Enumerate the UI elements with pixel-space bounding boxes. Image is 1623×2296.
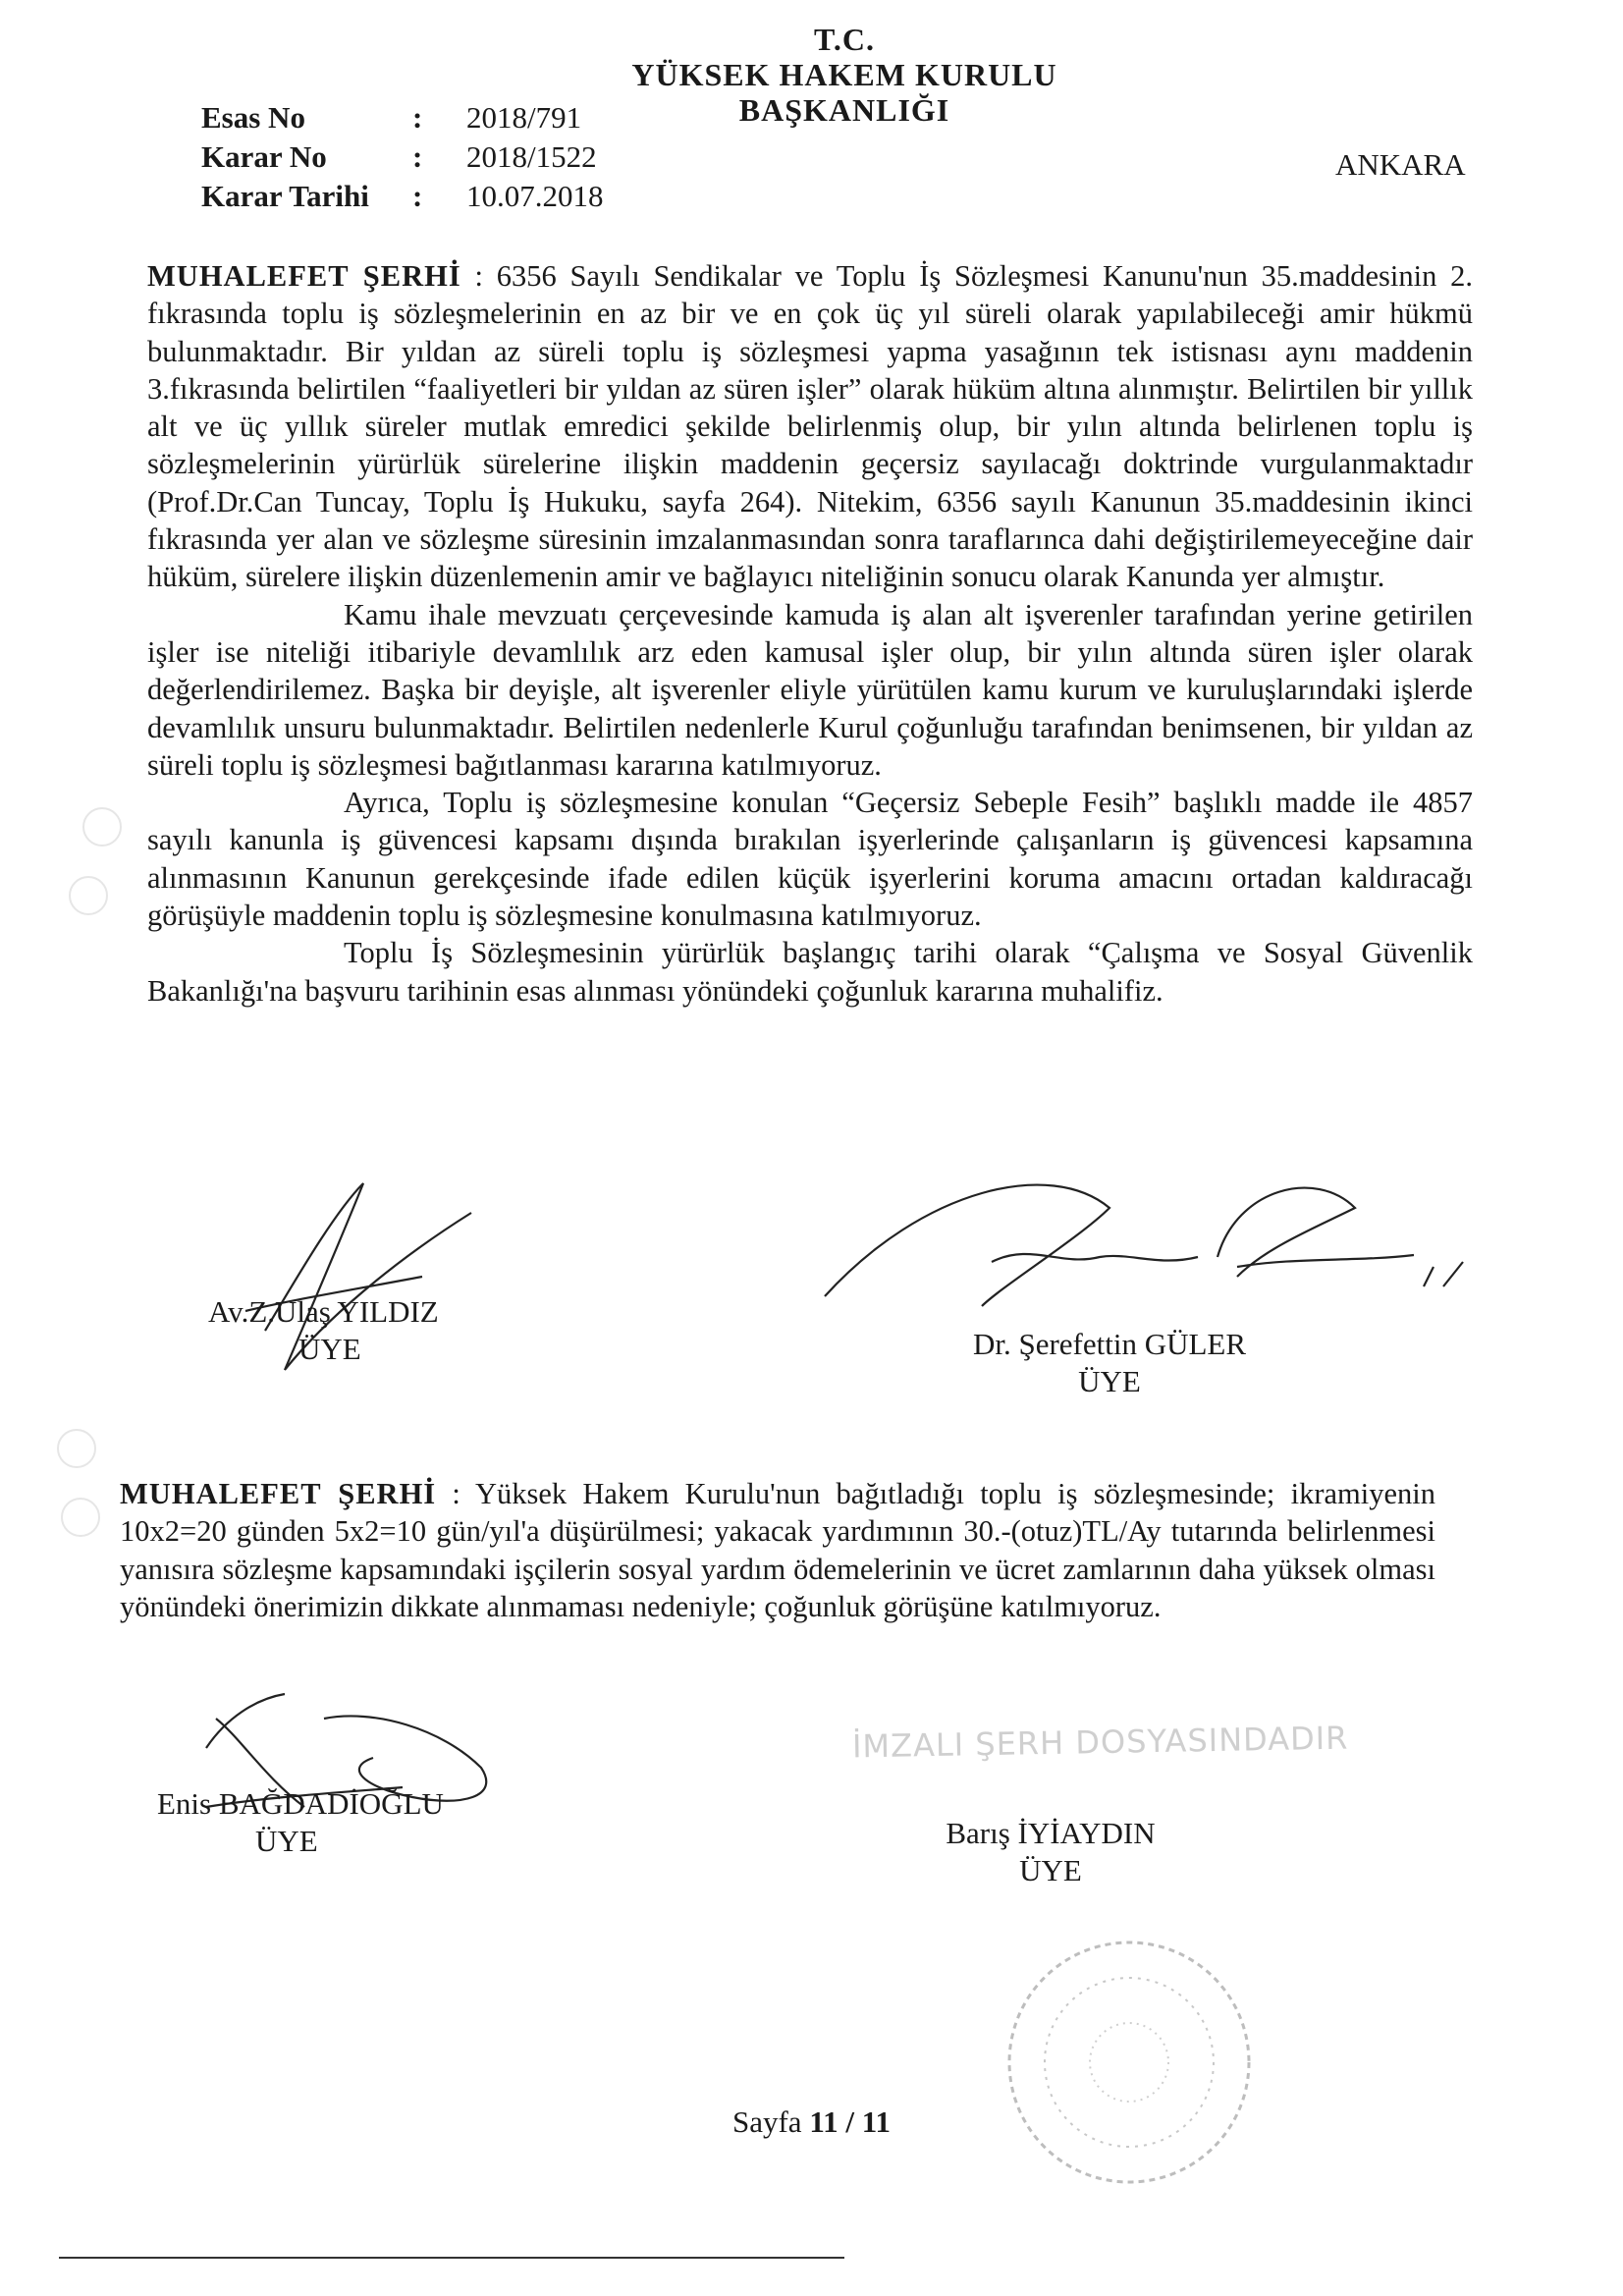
page-total: 11 bbox=[861, 2105, 892, 2139]
bottom-rule bbox=[59, 2257, 844, 2259]
tarih-label: Karar Tarihi bbox=[201, 179, 369, 213]
dissent-1-para-3: Ayrıca, Toplu iş sözleşmesine konulan “Geçersiz Sebeple Fesih” başlıklı madde ile 4857 sayılı kanunla iş güvencesi kapsamı dışında bırakılan işyerlerinde çalışanların iş güvencesi kapsamına alınmasının Kanunun gerekçesinde ifade edilen küçük işyerlerini koruma amacını ortadan kaldıracağı görüşüyle maddenin toplu iş sözleşmesine konulmasına katılmıyoruz. bbox=[147, 786, 1473, 933]
karar-label: Karar No bbox=[201, 139, 327, 174]
punch-hole-icon bbox=[61, 1498, 100, 1537]
esas-value: 2018/791 bbox=[466, 100, 582, 135]
signature-on-file-stamp: İMZALI ŞERH DOSYASINDADIR bbox=[851, 1719, 1349, 1766]
signatory-2-right-role: ÜYE bbox=[1019, 1853, 1082, 1887]
signatory-1-left-name: Av.Z.Ulaş YILDIZ bbox=[208, 1294, 439, 1329]
punch-hole-icon bbox=[69, 876, 108, 915]
dissent-2-sep: : bbox=[436, 1477, 475, 1510]
city: ANKARA bbox=[1335, 147, 1466, 182]
dissent-1-heading: MUHALEFET ŞERHİ bbox=[147, 259, 461, 293]
dissent-1-text-1: 6356 Sayılı Sendikalar ve Toplu İş Sözleşmesi Kanunu'nun 35.maddesinin 2. fıkrasında toplu iş sözleşmelerinin en az bir ve en çok üç yıl süreli olarak yapılabileceği amir hükmü bulunmaktadır. Bir yıldan az süreli toplu iş sözleşmesi yapma yasağının tek istisnası aynı maddenin 3.fıkrasında belirtilen “faaliyetleri bir yıldan az süren işler” olarak hüküm altına alınmıştır. Belirtilen bir yıllık alt ve üç yıllık süreler mutlak emredici şekilde belirlenmiş olup, bir yılın altında belirlenen toplu iş sözleşmelerinin yürürlük sürelerine ilişkin maddenin geçersiz sayılacağı doktrinde vurgulanmaktadır (Prof.Dr.Can Tuncay, Toplu İş Hukuku, sayfa 264). Nitekim, 6356 sayılı Kanunun 35.maddesinin ikinci fıkrasında yer alan ve sözleşme süresinin imzalanmasından sonra taraflarınca dahi değiştirilemeyeceğine dair hüküm, sürelere ilişkin düzenlemenin amir ve bağlayıcı niteliğinin sonucu olarak Kanunda yer almıştır. bbox=[147, 259, 1473, 594]
karar-value: 2018/1522 bbox=[466, 139, 597, 174]
page-current: 11 bbox=[809, 2105, 839, 2139]
signatory-1-left bbox=[208, 1293, 439, 1368]
signatory-1-right bbox=[943, 1326, 1276, 1400]
page-number bbox=[0, 2105, 1623, 2140]
signatory-2-right bbox=[903, 1815, 1198, 1889]
signatory-1-right-name: Dr. Şerefettin GÜLER bbox=[972, 1327, 1247, 1361]
header-org-line1: YÜKSEK HAKEM KURULU bbox=[631, 57, 1057, 92]
dissent-1-para-2: Kamu ihale mevzuatı çerçevesinde kamuda iş alan alt işverenler tarafından yerine getirilen işler ise niteliği itibariyle devamlılık arz eden kamusal işler olup, bir yılın altında süren işler olarak değerlendirilemez. Başka bir deyişle, alt işverenler eliyle yürütülen kamu kurum ve kuruluşlarındaki işlerde devamlılık unsuru bulunmaktadır. Belirtilen nedenlerle Kurul çoğunluğu tarafından benimsenen, bir yıldan az süreli toplu iş sözleşmesi bağıtlanması kararına katılmıyoruz. bbox=[147, 597, 1473, 782]
esas-row bbox=[201, 98, 604, 137]
signatory-2-left-name: Enis BAĞDADİOĞLU bbox=[157, 1786, 444, 1821]
dissent-2-heading: MUHALEFET ŞERHİ bbox=[120, 1477, 437, 1510]
dissent-1-para-4: Toplu İş Sözleşmesinin yürürlük başlangıç tarihi olarak “Çalışma ve Sosyal Güvenlik Bakanlığı'na başvuru tarihinin esas alınması yönündeki çoğunluk kararına muhalifiz. bbox=[147, 936, 1473, 1008]
official-seal-icon bbox=[992, 1925, 1267, 2200]
signature-guler bbox=[805, 1149, 1492, 1345]
punch-hole-icon bbox=[57, 1429, 96, 1468]
esas-label: Esas No bbox=[201, 100, 305, 135]
punch-hole-icon bbox=[82, 807, 122, 847]
tarih-colon: : bbox=[412, 179, 423, 213]
header-org-line2: BAŞKANLIĞI bbox=[738, 92, 950, 128]
signatory-1-right-role: ÜYE bbox=[1078, 1364, 1141, 1398]
signatory-2-right-name: Barış İYİAYDIN bbox=[946, 1816, 1156, 1850]
signatory-1-left-role: ÜYE bbox=[298, 1332, 361, 1366]
page-label: Sayfa bbox=[731, 2105, 802, 2139]
dissent-2-text-1: Yüksek Hakem Kurulu'nun bağıtladığı toplu iş sözleşmesinde; ikramiyenin 10x2=20 günden 5x2=10 gün/yıl'a düşürülmesi; yakacak yardımının 30.-(otuz)TL/Ay tutarında belirlenmesi yanısıra sözleşme kapsamındaki işçilerin sosyal yardım ödemelerinin ve ücret zamlarının daha yüksek olması yönündeki önerimizin dikkate alınmaması nedeniyle; çoğunluk görüşüne katılmıyoruz. bbox=[120, 1477, 1435, 1623]
header-tc: T.C. bbox=[813, 22, 876, 57]
karar-colon: : bbox=[412, 139, 423, 174]
dissent-1-sep: : bbox=[460, 259, 497, 293]
tarih-value: 10.07.2018 bbox=[466, 179, 604, 213]
page-sep: / bbox=[845, 2105, 854, 2139]
dissent-2 bbox=[120, 1475, 1435, 1625]
tarih-row bbox=[201, 177, 604, 216]
signatory-2-left bbox=[157, 1785, 444, 1860]
karar-row bbox=[201, 137, 604, 177]
esas-colon: : bbox=[412, 100, 423, 135]
dissent-2-para-1 bbox=[120, 1475, 1435, 1625]
case-metadata bbox=[201, 98, 604, 216]
dissent-1-para-1 bbox=[147, 257, 1473, 596]
dissent-1 bbox=[147, 257, 1473, 1010]
signatory-2-left-role: ÜYE bbox=[255, 1824, 318, 1858]
header-org bbox=[589, 22, 1100, 128]
